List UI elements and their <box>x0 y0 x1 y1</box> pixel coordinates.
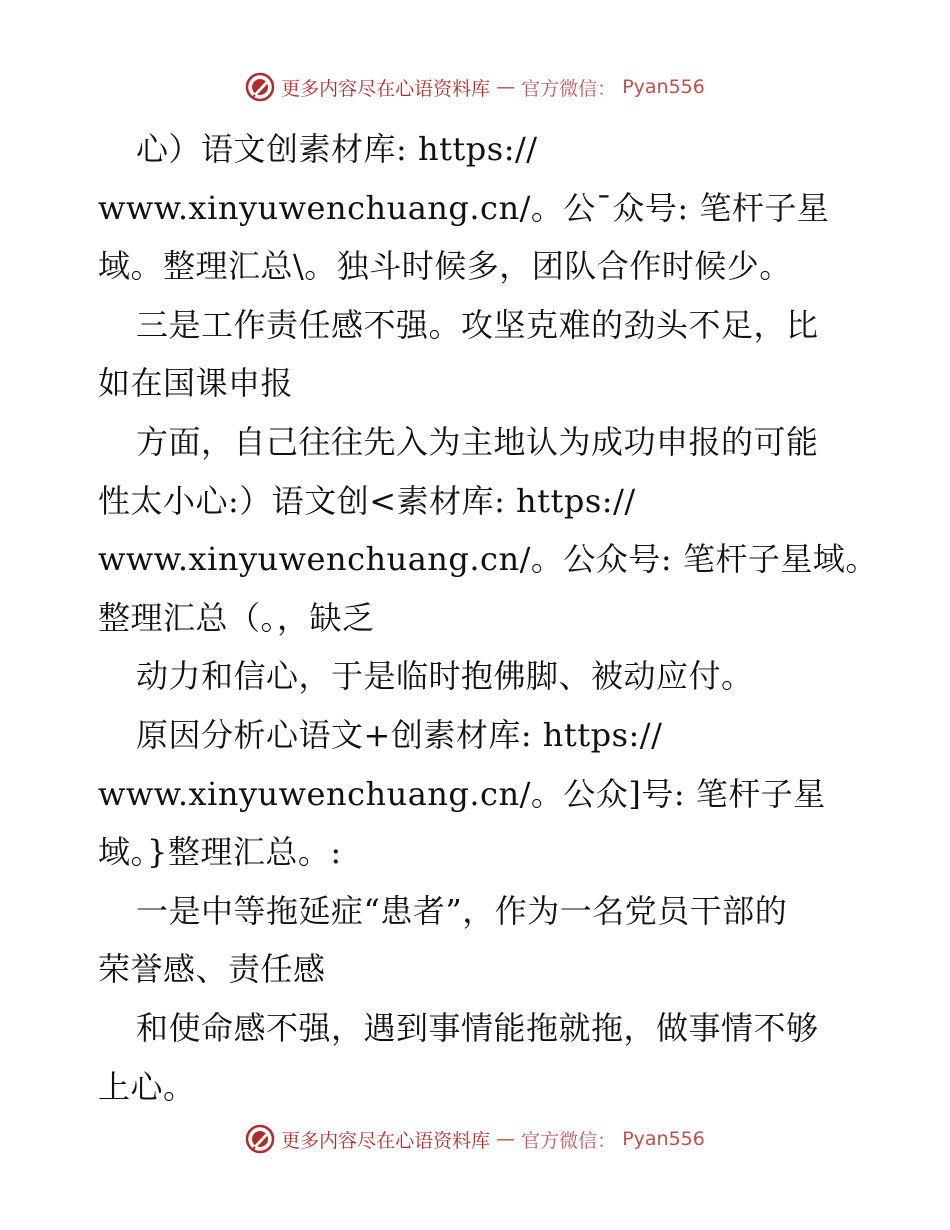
header-separator: — <box>496 76 516 98</box>
text-line: 心）语文创素材库: https:// <box>136 130 538 168</box>
pen-logo-icon <box>245 1124 275 1154</box>
text-line: 荣誉感、责任感 <box>98 950 326 989</box>
footer-brand-text: 更多内容尽在心语资料库 <box>281 1129 491 1152</box>
text-line: 原因分析心语文+创素材库: https:// <box>136 715 663 754</box>
document-body <box>98 120 878 1116</box>
text-line: 性太小心:）语文创<素材库: https:// <box>98 481 636 520</box>
header-banner <box>0 72 950 102</box>
text-line: 域。}整理汇总。: <box>98 833 342 872</box>
text-line: 一是中等拖延症“患者”，作为一名党员干部的 <box>136 891 788 930</box>
text-line: 方面，自己往往先入为主地认为成功申报的可能 <box>136 422 819 461</box>
text-line: 三是工作责任感不强。攻坚克难的劲头不足，比 <box>136 305 819 344</box>
text-line: 和使命感不强，遇到事情能拖就拖，做事情不够 <box>136 1008 819 1047</box>
text-line: 域。整理汇总\。独斗时候多，团队合作时候少。 <box>98 247 792 286</box>
text-line: www.xinyuwenchuang.cn/。公众]号: 笔杆子星 <box>98 774 826 813</box>
text-line: 如在国课申报 <box>98 364 294 403</box>
footer-separator: — <box>496 1128 516 1150</box>
text-line: 上心。 <box>98 1067 196 1106</box>
text-line: 整理汇总（。，缺乏 <box>98 598 375 637</box>
pen-logo-icon <box>245 72 275 102</box>
text-line: www.xinyuwenchuang.cn/。公众号: 笔杆子星域。 <box>98 540 878 579</box>
text-line: www.xinyuwenchuang.cn/。公¯众号: 笔杆子星 <box>98 188 830 227</box>
text-line: 动力和信心，于是临时抱佛脚、被动应付。 <box>136 657 754 696</box>
footer-wechat-label: 官方微信： <box>521 1129 617 1152</box>
header-wechat-id: Pyan556 <box>622 76 705 98</box>
header-brand-text: 更多内容尽在心语资料库 <box>281 77 491 100</box>
footer-wechat-id: Pyan556 <box>622 1128 705 1150</box>
header-wechat-label: 官方微信： <box>521 77 617 100</box>
footer-banner <box>0 1124 950 1154</box>
